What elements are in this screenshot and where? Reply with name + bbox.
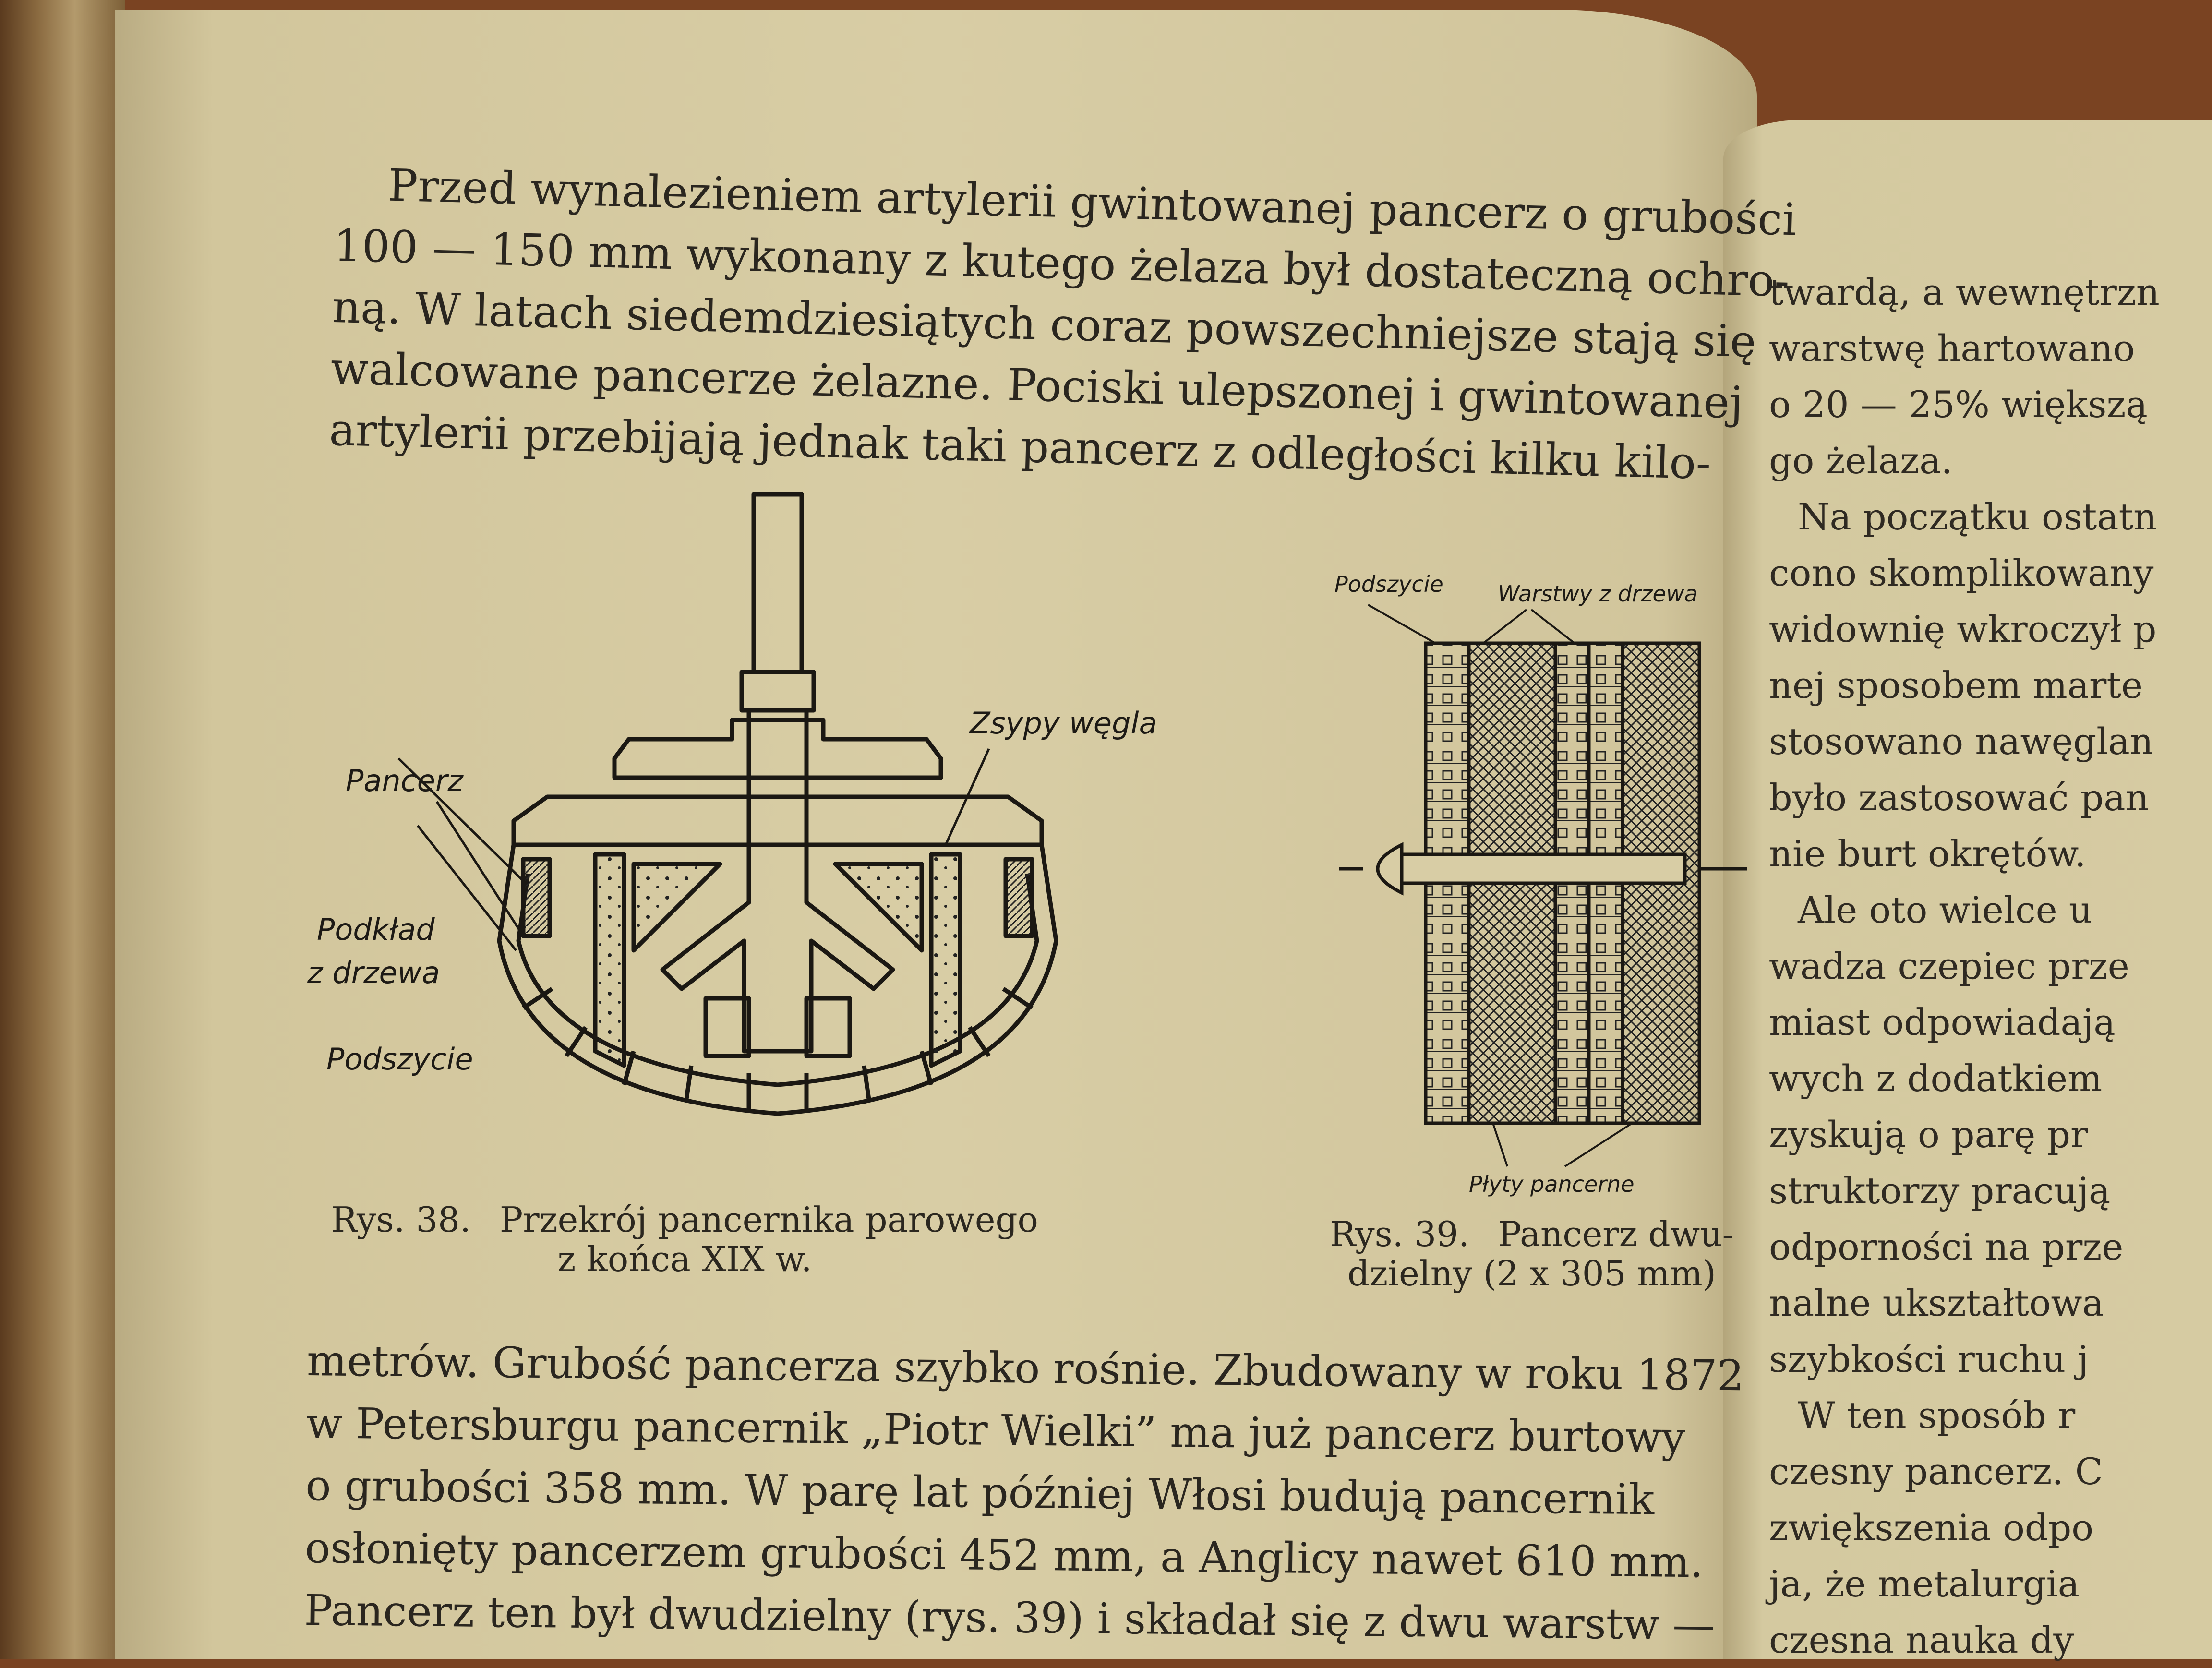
text-line: odporności na prze [1769,1225,2124,1268]
text-line: osłonięty pancerzem grubości 452 mm, a Anglicy nawet 610 mm. [304,1523,1704,1587]
text-line: 100 — 150 mm wykonany z kutego żelaza był dostateczną ochro- [333,219,1790,307]
text-line: czesny pancerz. C [1769,1450,2103,1493]
text-line: nej sposobem marte [1769,664,2143,707]
top-paragraph [328,154,1797,496]
text-line: zyskują o parę pr [1769,1113,2088,1156]
text-line: szybkości ruchu j [1769,1338,2089,1380]
text-line: ną. W latach siedemdziesiątych coraz powszechniejsze stają się [331,281,1757,368]
text-line: twardą, a wewnętrzn [1769,271,2160,313]
caption-text-line2: dzielny (2 x 305 mm) [1347,1253,1716,1294]
label-z-drzewa: z drzewa [307,955,440,990]
caption-number: Rys. 38. [331,1200,471,1240]
text-line: wadza czepiec prze [1769,945,2129,987]
text-line: w Petersburgu pancernik „Piotr Wielki” ma już pancerz burtowy [306,1398,1686,1463]
label-warstwy-z-drzewa: Warstwy z drzewa [1498,581,1698,607]
figure-38-ship-cross-section [298,490,1238,1142]
text-line: Ale oto wielce u [1798,888,2092,931]
text-line: metrów. Grubość pancerza szybko rośnie. Zbudowany w roku 1872 [306,1335,1744,1401]
caption-number: Rys. 39. [1330,1214,1469,1254]
bottom-paragraph [304,1330,1744,1656]
text-line: widownię wkroczył p [1769,608,2157,650]
caption-text: Pancerz dwu- [1498,1214,1734,1254]
funnel [754,494,802,672]
text-line: nie burt okrętów. [1769,832,2086,875]
text-line: warstwę hartowano [1769,327,2135,370]
text-line: o grubości 358 mm. W parę lat później Włosi budują pancernik [305,1460,1655,1524]
text-line: wych z dodatkiem [1769,1057,2103,1100]
label-podklad: Podkład [317,912,435,947]
armour-section-drawing [1325,557,1757,1210]
text-line: nalne ukształtowa [1769,1282,2104,1324]
text-line: W ten sposób r [1798,1394,2076,1437]
text-line: struktorzy pracują [1769,1169,2111,1212]
text-line: cono skomplikowany [1769,552,2154,594]
right-page [1723,120,2212,1659]
text-line: Pancerz ten był dwudzielny (rys. 39) i składał się z dwu warstw — [304,1585,1715,1650]
book-spine-edge [0,0,125,1659]
caption-text-line2: z końca XIX w. [557,1239,812,1279]
text-line: walcowane pancerze żelazne. Pociski ulepszonej i gwintowanej [330,342,1744,429]
text-line: go żelaza. [1769,439,1953,482]
text-line: było zastosować pan [1769,776,2149,819]
label-podszycie-39: Podszycie [1334,571,1443,597]
caption-fig-39 [1330,1214,1734,1293]
caption-text: Przekrój pancernika parowego [499,1200,1038,1240]
text-line: ja, że metalurgia [1769,1562,2080,1605]
caption-fig-38 [331,1200,1038,1279]
text-line: zwiększenia odpo [1769,1506,2093,1549]
right-page-text [1769,264,2212,1668]
text-line: artylerii przebijają jednak taki pancerz z odległości kilku kilo- [328,404,1712,490]
label-podszycie: Podszycie [326,1042,473,1077]
figure-39-armour-section [1325,557,1757,1210]
label-zsypy-wegla: Zsypy węgla [970,706,1157,741]
text-line: Na początku ostatn [1798,495,2157,538]
text-line: stosowano nawęglan [1769,720,2153,763]
text-line: Przed wynalezieniem artylerii gwintowanej pancerz o grubości [387,159,1797,246]
text-line: o 20 — 25% większą [1769,383,2148,426]
label-pancerz: Pancerz [346,763,463,798]
text-line: miast odpowiadają [1769,1001,2116,1044]
text-line: czesna nauka dy [1769,1619,2074,1661]
label-plyty-pancerne: Płyty pancerne [1469,1171,1635,1197]
